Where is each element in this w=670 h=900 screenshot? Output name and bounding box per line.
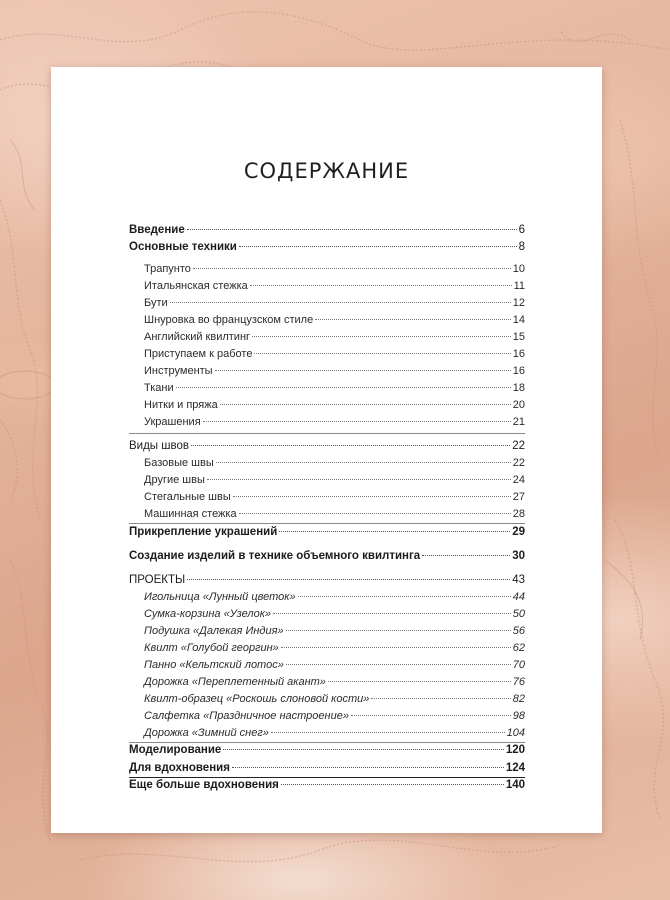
toc-entry-page: 24 xyxy=(512,474,525,486)
toc-entry-page: 15 xyxy=(512,331,525,343)
toc-entry-project-runner-acanthus[interactable] xyxy=(144,676,525,688)
toc-entry-quilting-stitches[interactable] xyxy=(144,491,525,503)
toc-entry-page: 140 xyxy=(505,779,525,791)
toc-entry-trapunto[interactable] xyxy=(144,263,525,275)
toc-entry-page: 82 xyxy=(512,693,525,705)
dot-leader xyxy=(239,246,517,247)
toc-entry-label: Квилт-образец «Роскошь слоновой кости» xyxy=(144,693,370,705)
dot-leader xyxy=(216,462,511,463)
dot-leader xyxy=(193,268,511,269)
toc-entry-projects[interactable] xyxy=(129,574,525,586)
toc-entry-page: 28 xyxy=(512,508,525,520)
toc-entry-page: 20 xyxy=(512,399,525,411)
toc-entry-label: Подушка «Далекая Индия» xyxy=(144,625,284,637)
toc-entry-label: Дорожка «Переплетенный акант» xyxy=(144,676,326,688)
toc-entry-label: Виды швов xyxy=(129,440,189,452)
dot-leader xyxy=(281,647,511,648)
toc-entry-label: Для вдохновения xyxy=(129,762,230,774)
toc-entry-label: Машинная стежка xyxy=(144,508,237,520)
toc-entry-boutis[interactable] xyxy=(144,297,525,309)
toc-entry-page: 120 xyxy=(505,744,525,756)
toc-entry-project-pincushion[interactable] xyxy=(144,591,525,603)
toc-entry-page: 29 xyxy=(512,526,525,538)
toc-entry-basic-stitches[interactable] xyxy=(144,457,525,469)
toc-entry-tools[interactable] xyxy=(144,365,525,377)
toc-entry-page: 22 xyxy=(512,457,525,469)
toc-entry-label: Шнуровка во французском стиле xyxy=(144,314,314,326)
toc-entry-modeling[interactable] xyxy=(129,744,525,756)
toc-entry-label: Английский квилтинг xyxy=(144,331,251,343)
toc-entry-project-panel-lotus[interactable] xyxy=(144,659,525,671)
toc-entry-project-runner-snow[interactable] xyxy=(144,727,525,739)
toc-entry-project-pillow[interactable] xyxy=(144,625,525,637)
toc-entry-page: 43 xyxy=(512,574,525,586)
toc-entry-stitch-types[interactable] xyxy=(129,440,525,452)
toc-entry-basic-techniques[interactable] xyxy=(129,241,525,253)
toc-entry-page: 30 xyxy=(512,550,525,562)
toc-entry-label: Трапунто xyxy=(144,263,191,275)
toc-entry-label: Панно «Кельтский лотос» xyxy=(144,659,284,671)
dot-leader xyxy=(170,302,511,303)
toc-entry-page: 6 xyxy=(518,224,525,236)
toc-entry-project-napkin[interactable] xyxy=(144,710,525,722)
toc-entry-getting-started[interactable] xyxy=(144,348,525,360)
toc-entry-page: 12 xyxy=(512,297,525,309)
toc-entry-label: Бути xyxy=(144,297,168,309)
dot-leader xyxy=(286,630,511,631)
toc-entry-introduction[interactable] xyxy=(129,224,525,236)
toc-entry-label: Салфетка «Праздничное настроение» xyxy=(144,710,349,722)
toc-entry-creating-projects[interactable] xyxy=(129,550,525,562)
toc-entry-label: Нитки и пряжа xyxy=(144,399,218,411)
toc-entry-label: Инструменты xyxy=(144,365,213,377)
dot-leader xyxy=(223,749,504,750)
dot-leader xyxy=(187,579,510,580)
dot-leader xyxy=(176,387,511,388)
toc-entry-page: 14 xyxy=(512,314,525,326)
page-title: СОДЕРЖАНИЕ xyxy=(243,159,410,183)
toc-entry-attaching-embellishments[interactable] xyxy=(129,526,525,538)
dot-leader xyxy=(215,370,511,371)
toc-entry-page: 44 xyxy=(512,591,525,603)
toc-entry-label: Приступаем к работе xyxy=(144,348,253,360)
toc-entry-label: Дорожка «Зимний снег» xyxy=(144,727,269,739)
toc-entry-italian-quilting[interactable] xyxy=(144,280,525,292)
dot-leader xyxy=(273,613,511,614)
dot-leader xyxy=(187,229,517,230)
toc-entry-page: 16 xyxy=(512,348,525,360)
toc-entry-english-quilting[interactable] xyxy=(144,331,525,343)
dot-leader xyxy=(191,445,510,446)
toc-entry-project-quilt-dahlia[interactable] xyxy=(144,642,525,654)
dot-leader xyxy=(371,698,510,699)
toc-entry-page: 76 xyxy=(512,676,525,688)
dot-leader xyxy=(315,319,511,320)
toc-entry-label: Базовые швы xyxy=(144,457,214,469)
toc-entry-page: 18 xyxy=(512,382,525,394)
toc-entry-page: 8 xyxy=(518,241,525,253)
toc-entry-label: Итальянская стежка xyxy=(144,280,248,292)
toc-entry-label: Сумка-корзина «Узелок» xyxy=(144,608,271,620)
toc-entry-label: Украшения xyxy=(144,416,201,428)
toc-entry-page: 22 xyxy=(512,440,525,452)
toc-entry-project-sampler-ivory[interactable] xyxy=(144,693,525,705)
toc-entry-page: 27 xyxy=(512,491,525,503)
toc-entry-more-inspiration[interactable] xyxy=(129,779,525,791)
toc-entry-french-cording[interactable] xyxy=(144,314,525,326)
dot-leader xyxy=(422,555,510,556)
dot-leader xyxy=(220,404,511,405)
dot-leader xyxy=(239,513,511,514)
toc-entry-page: 21 xyxy=(512,416,525,428)
toc-entry-page: 10 xyxy=(512,263,525,275)
toc-entry-embellishments[interactable] xyxy=(144,416,525,428)
dot-leader xyxy=(351,715,511,716)
section-divider xyxy=(129,742,525,743)
dot-leader xyxy=(233,496,511,497)
toc-entry-project-basket-bag[interactable] xyxy=(144,608,525,620)
dot-leader xyxy=(250,285,512,286)
toc-entry-page: 62 xyxy=(512,642,525,654)
toc-page xyxy=(51,67,602,833)
toc-entry-label: Квилт «Голубой георгин» xyxy=(144,642,279,654)
toc-entry-page: 11 xyxy=(513,280,525,292)
dot-leader xyxy=(286,664,511,665)
dot-leader xyxy=(232,767,504,768)
toc-entry-label: Стегальные швы xyxy=(144,491,231,503)
dot-leader xyxy=(207,479,511,480)
section-divider xyxy=(129,433,525,434)
toc-entry-label: Основные техники xyxy=(129,241,237,253)
section-divider xyxy=(129,777,525,778)
dot-leader xyxy=(328,681,511,682)
toc-entry-machine-quilting[interactable] xyxy=(144,508,525,520)
dot-leader xyxy=(252,336,511,337)
dot-leader xyxy=(254,353,510,354)
toc-entry-page: 56 xyxy=(512,625,525,637)
toc-entry-page: 70 xyxy=(512,659,525,671)
dot-leader xyxy=(298,596,511,597)
toc-entry-threads[interactable] xyxy=(144,399,525,411)
toc-entry-fabrics[interactable] xyxy=(144,382,525,394)
toc-entry-label: Другие швы xyxy=(144,474,205,486)
toc-entry-label: Моделирование xyxy=(129,744,222,756)
toc-entry-page: 124 xyxy=(505,762,525,774)
toc-entry-label: Ткани xyxy=(144,382,174,394)
dot-leader xyxy=(271,732,505,733)
toc-entry-page: 104 xyxy=(506,727,525,739)
toc-entry-label: Еще больше вдохновения xyxy=(129,779,279,791)
section-divider xyxy=(129,523,525,524)
toc-entry-label: Создание изделий в технике объемного квилтинга xyxy=(129,550,421,562)
toc-entry-label: Прикрепление украшений xyxy=(129,526,278,538)
toc-entry-inspiration[interactable] xyxy=(129,762,525,774)
toc-entry-label: Введение xyxy=(129,224,185,236)
dot-leader xyxy=(203,421,511,422)
dot-leader xyxy=(281,784,504,785)
toc-entry-page: 98 xyxy=(512,710,525,722)
dot-leader xyxy=(279,531,510,532)
toc-entry-page: 16 xyxy=(512,365,525,377)
toc-entry-other-stitches[interactable] xyxy=(144,474,525,486)
toc-entry-label: Игольница «Лунный цветок» xyxy=(144,591,296,603)
toc-entry-page: 50 xyxy=(512,608,525,620)
toc-entry-label: ПРОЕКТЫ xyxy=(129,574,186,586)
